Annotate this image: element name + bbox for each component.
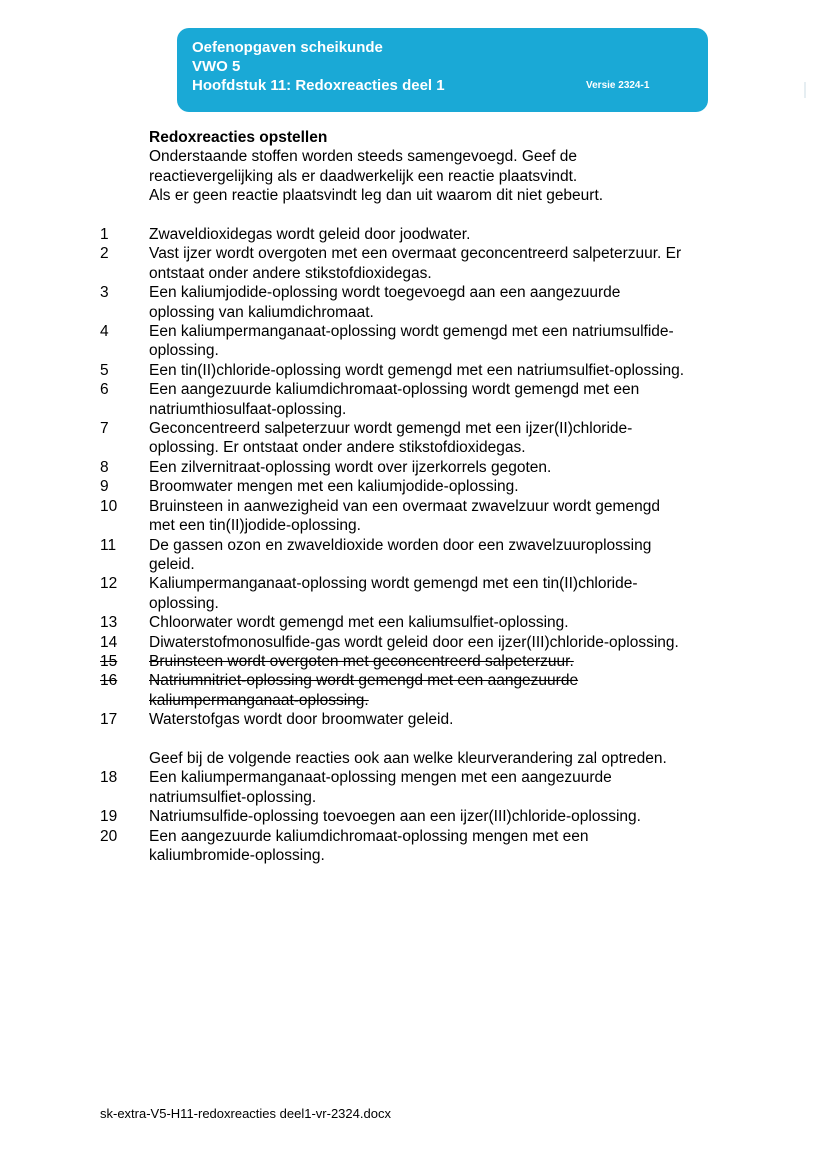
question-item: [100, 361, 740, 380]
question-text: [149, 497, 740, 536]
question-number: 16: [100, 672, 118, 690]
question-number: 11: [100, 536, 117, 554]
question-item: [100, 710, 740, 729]
question-line: natriumthiosulfaat-oplossing.: [149, 400, 347, 418]
question-line: oplossing.: [149, 594, 219, 612]
question-text: [149, 322, 740, 361]
question-line: Chloorwater wordt gemengd met een kaliumsulfiet-oplossing.: [149, 614, 569, 632]
question-number: 10: [100, 497, 118, 515]
question-text: [149, 380, 740, 419]
question-line: Een kaliumjodide-oplossing wordt toegevoegd aan een aangezuurde: [149, 284, 621, 302]
question-line: Een aangezuurde kaliumdichromaat-oplossing wordt gemengd met een: [149, 381, 640, 399]
question-number: 6: [100, 381, 109, 399]
question-item: [100, 244, 740, 283]
question-number: 19: [100, 808, 118, 826]
section-title: Redoxreacties opstellen: [149, 129, 328, 146]
question-text: [149, 710, 740, 729]
question-number: 14: [100, 633, 118, 651]
question-item: [100, 283, 740, 322]
color-change-note: Geef bij de volgende reacties ook aan welke kleurverandering zal optreden.: [149, 749, 667, 767]
question-number: 1: [100, 226, 109, 244]
intro-block: [149, 128, 740, 206]
question-item: [100, 827, 740, 866]
worksheet-content: [100, 128, 740, 865]
question-item: [100, 652, 740, 671]
question-number: 12: [100, 575, 118, 593]
question-text: [149, 536, 740, 575]
question-line: Vast ijzer wordt overgoten met een overmaat geconcentreerd salpeterzuur. Er: [149, 245, 682, 263]
question-line: met een tin(II)jodide-oplossing.: [149, 517, 361, 535]
intro-line: Onderstaande stoffen worden steeds samengevoegd. Geef de: [149, 148, 577, 166]
question-text: [149, 458, 740, 477]
question-number: 17: [100, 711, 118, 729]
question-number: 8: [100, 458, 109, 476]
question-line: Een kaliumpermanganaat-oplossing wordt gemengd met een natriumsulfide-: [149, 323, 674, 341]
question-text: [149, 633, 740, 652]
question-number: 2: [100, 245, 109, 263]
question-item: [100, 419, 740, 458]
question-item: [100, 671, 740, 710]
question-number: 4: [100, 323, 109, 341]
question-item: [100, 497, 740, 536]
header-level: VWO 5: [192, 58, 241, 75]
question-line: geleid.: [149, 555, 195, 573]
question-item: [100, 768, 740, 807]
question-text: [149, 419, 740, 458]
footer-filename: sk-extra-V5-H11-redoxreacties deel1-vr-2324.docx: [100, 1106, 391, 1121]
question-item: [100, 633, 740, 652]
question-line: Broomwater mengen met een kaliumjodide-oplossing.: [149, 478, 519, 496]
question-line: Bruinsteen in aanwezigheid van een overmaat zwavelzuur wordt gemengd: [149, 497, 660, 515]
question-number: 20: [100, 827, 118, 845]
question-line: Een aangezuurde kaliumdichromaat-oplossing mengen met een: [149, 827, 589, 845]
question-line: De gassen ozon en zwaveldioxide worden door een zwavelzuuroplossing: [149, 536, 652, 554]
question-item: [100, 322, 740, 361]
header-chapter: Hoofdstuk 11: Redoxreacties deel 1: [192, 77, 445, 94]
question-text: [149, 807, 740, 826]
question-line: Diwaterstofmonosulfide-gas wordt geleid door een ijzer(III)chloride-oplossing.: [149, 633, 679, 651]
question-line: Een zilvernitraat-oplossing wordt over ijzerkorrels gegoten.: [149, 458, 552, 476]
question-item: [100, 574, 740, 613]
edge-mark: [804, 82, 806, 98]
question-line: Een tin(II)chloride-oplossing wordt gemengd met een natriumsulfiet-oplossing.: [149, 361, 685, 379]
question-item: [100, 807, 740, 826]
question-text: [149, 283, 740, 322]
question-text: [149, 225, 740, 244]
question-line: natriumsulfiet-oplossing.: [149, 788, 317, 806]
question-item: [100, 613, 740, 632]
question-line: Kaliumpermanganaat-oplossing wordt gemengd met een tin(II)chloride-: [149, 575, 638, 593]
question-line: oplossing van kaliumdichromaat.: [149, 303, 374, 321]
question-number: 9: [100, 478, 109, 496]
question-item: [100, 458, 740, 477]
question-text: [149, 361, 740, 380]
question-text: [149, 244, 740, 283]
question-line: Bruinsteen wordt overgoten met geconcentreerd salpeterzuur.: [149, 652, 574, 670]
header-version: Versie 2324-1: [586, 80, 650, 91]
intro-line: Als er geen reactie plaatsvindt leg dan uit waarom dit niet gebeurt.: [149, 187, 604, 205]
question-number: 3: [100, 284, 109, 302]
question-item: [100, 380, 740, 419]
question-number: 15: [100, 652, 118, 670]
question-line: Geconcentreerd salpeterzuur wordt gemengd met een ijzer(II)chloride-: [149, 420, 633, 438]
question-text: [149, 827, 740, 866]
question-text: [149, 671, 740, 710]
question-line: ontstaat onder andere stikstofdioxidegas.: [149, 264, 432, 282]
question-text: [149, 613, 740, 632]
question-item: [100, 225, 740, 244]
question-line: Natriumnitriet-oplossing wordt gemengd met een aangezuurde: [149, 672, 579, 690]
color-question-list: [100, 768, 740, 865]
question-line: kaliumbromide-oplossing.: [149, 847, 325, 864]
question-number: 5: [100, 361, 109, 379]
question-line: Zwaveldioxidegas wordt geleid door joodwater.: [149, 226, 471, 244]
question-line: Een kaliumpermanganaat-oplossing mengen met een aangezuurde: [149, 769, 612, 787]
question-line: oplossing.: [149, 342, 219, 360]
question-line: Natriumsulfide-oplossing toevoegen aan een ijzer(III)chloride-oplossing.: [149, 808, 641, 826]
question-text: [149, 477, 740, 496]
intro-line: reactievergelijking als er daadwerkelijk een reactie plaatsvindt.: [149, 167, 578, 185]
question-line: Waterstofgas wordt door broomwater geleid.: [149, 711, 454, 729]
question-number: 18: [100, 769, 118, 787]
question-line: kaliumpermanganaat-oplossing.: [149, 691, 369, 709]
question-list: [100, 225, 740, 730]
question-line: oplossing. Er ontstaat onder andere stikstofdioxidegas.: [149, 439, 526, 457]
question-item: [100, 477, 740, 496]
header-banner: [177, 28, 708, 112]
question-text: [149, 574, 740, 613]
question-number: 13: [100, 614, 118, 632]
question-number: 7: [100, 420, 109, 438]
header-subject: Oefenopgaven scheikunde: [192, 39, 383, 56]
question-text: [149, 768, 740, 807]
question-text: [149, 652, 740, 671]
question-item: [100, 536, 740, 575]
